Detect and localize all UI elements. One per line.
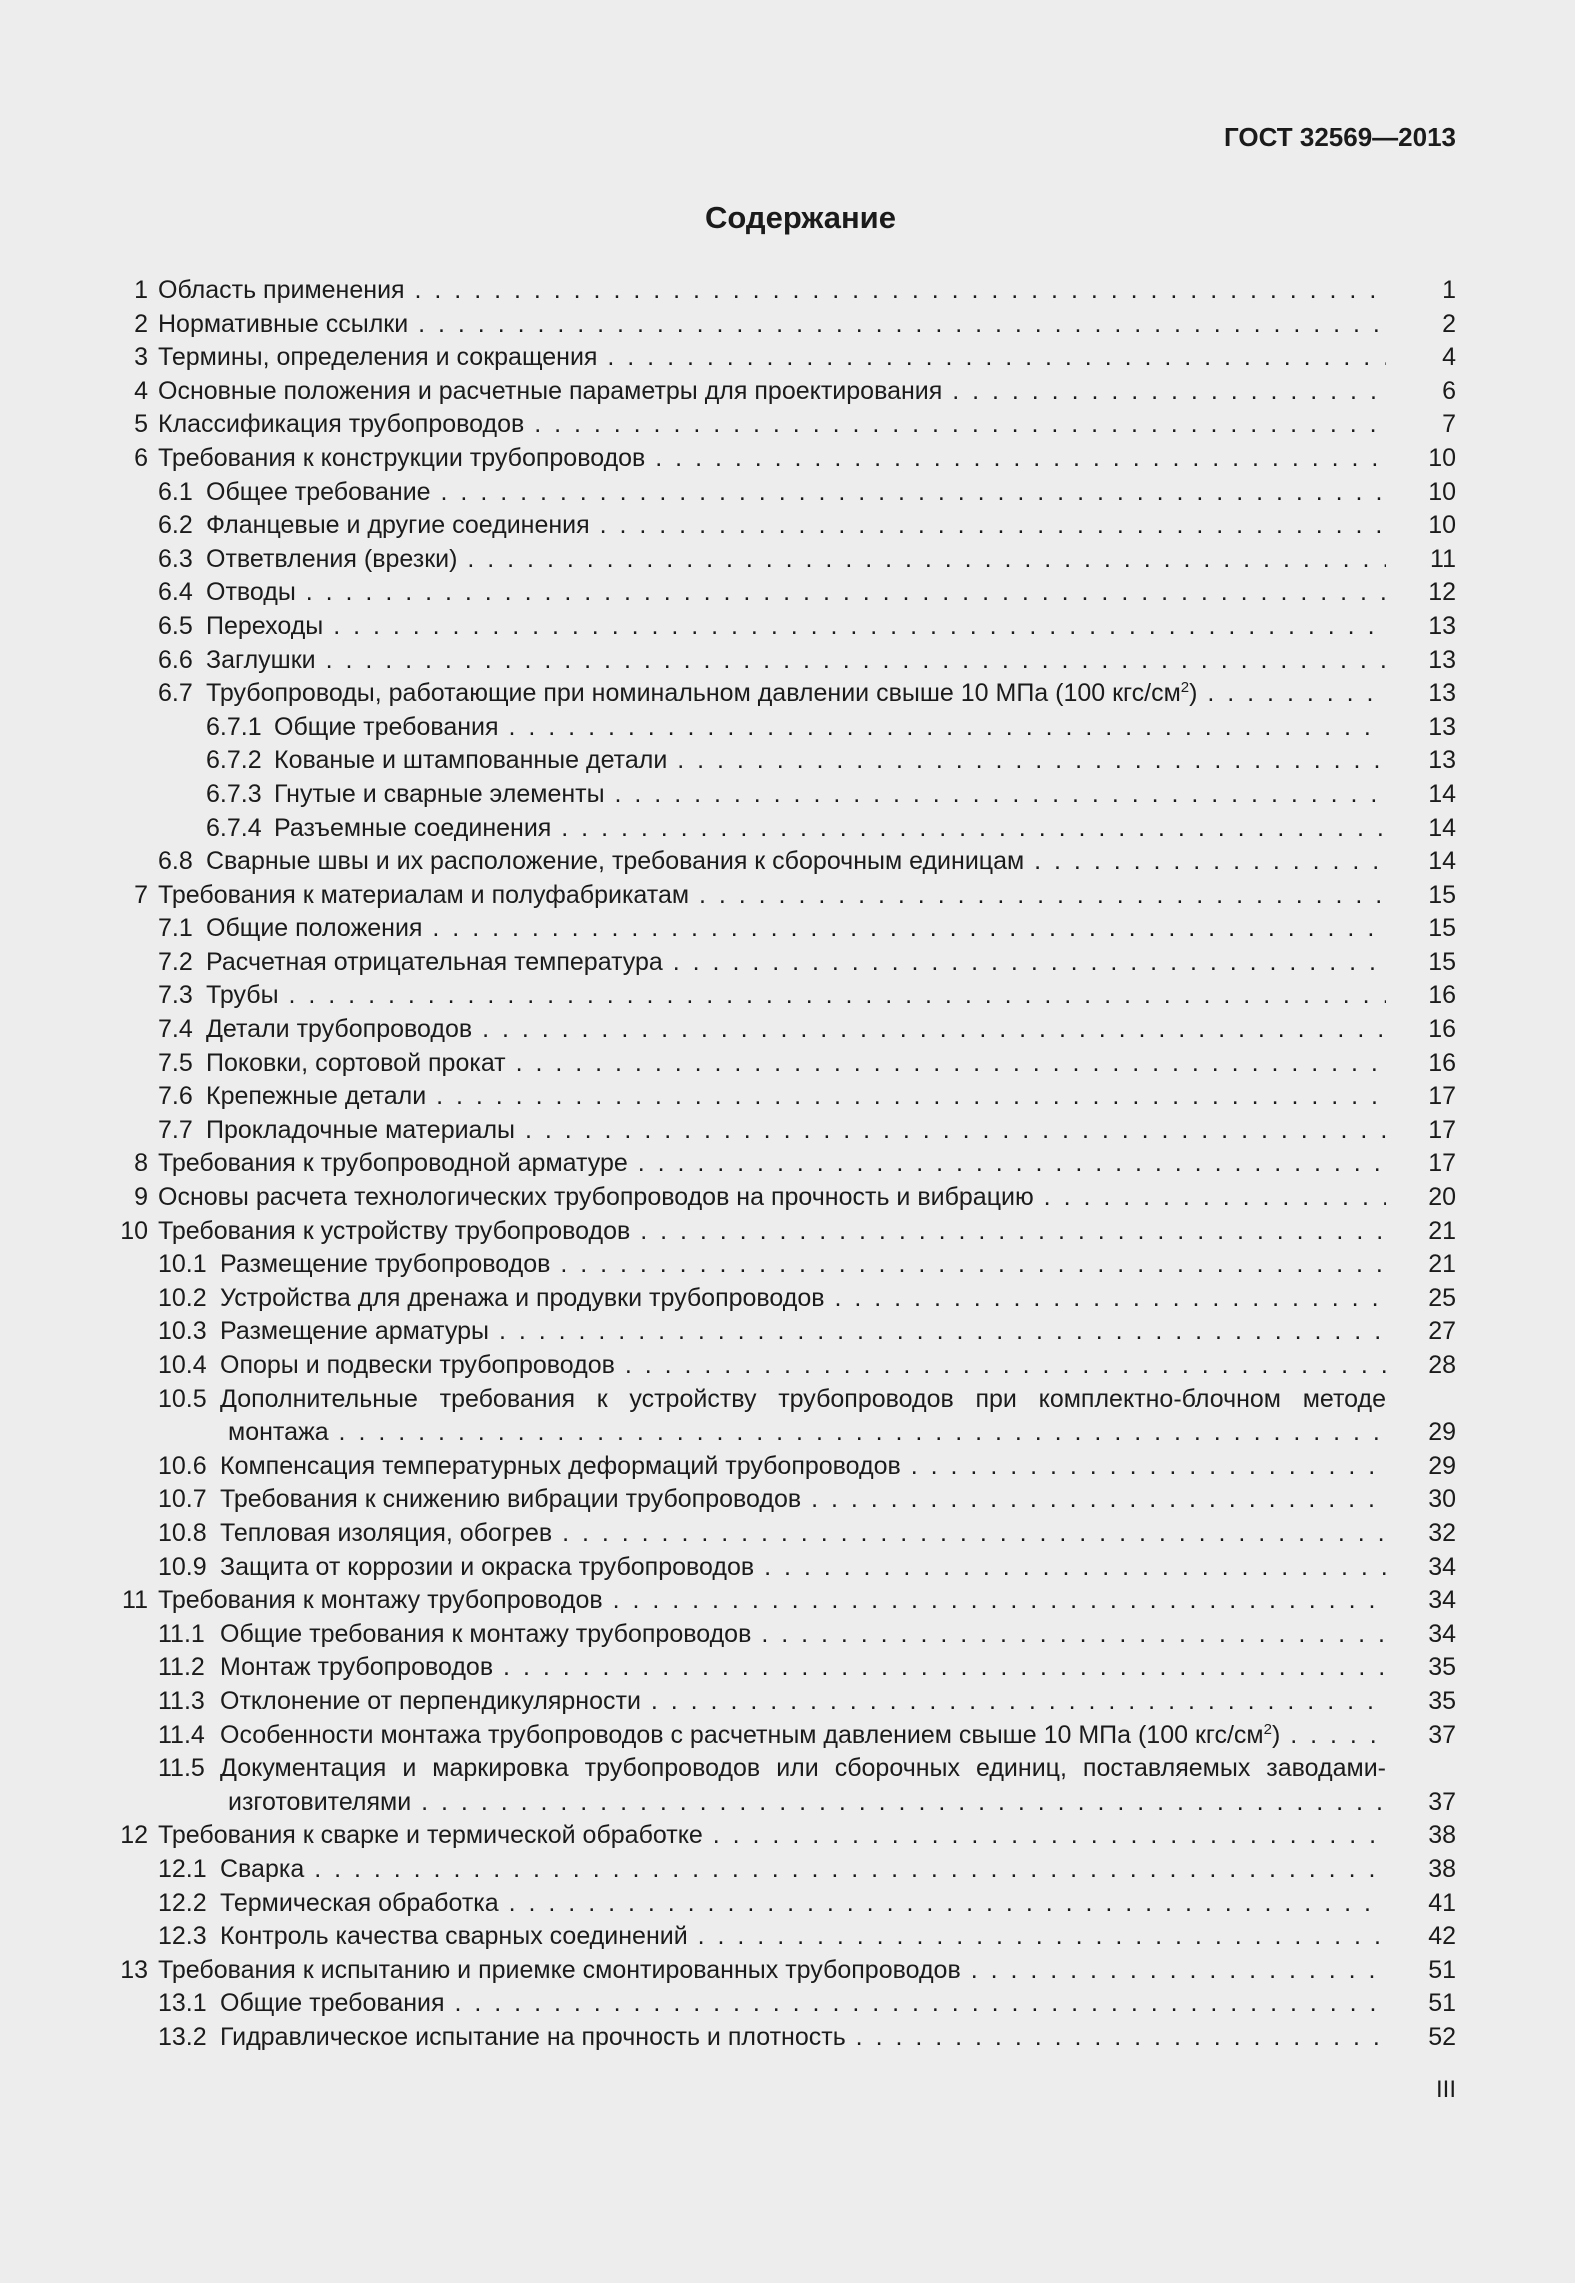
toc-entry-number: 6.4 <box>158 578 193 607</box>
toc-entry-number: 10.7 <box>158 1485 207 1514</box>
toc-entry-number: 7.1 <box>158 914 193 943</box>
toc-entry-page: 13 <box>1428 679 1456 708</box>
toc-entry[interactable] <box>112 375 1456 409</box>
toc-entry[interactable] <box>112 408 1456 442</box>
toc-entry-title: Отводы . . . <box>206 576 1386 610</box>
toc-entry-title: Особенности монтажа трубопроводов с расчетным давлением свыше 10 МПа (100 кгс/$см^2$) . . . <box>220 1719 1386 1753</box>
toc-entry-number: 7.6 <box>158 1082 193 1111</box>
toc-entry-title: Гидравлическое испытание на прочность и плотность . . . <box>220 2021 1386 2055</box>
toc-entry[interactable] <box>112 1887 1456 1921</box>
toc-entry[interactable] <box>112 1181 1456 1215</box>
toc-entry-number: 10.8 <box>158 1518 207 1547</box>
toc-entry-title: Область применения . . . <box>158 274 1386 308</box>
toc-entry-title: Размещение арматуры . . . <box>220 1315 1386 1349</box>
toc-entry[interactable] <box>112 711 1456 745</box>
toc-entry-number: 11.1 <box>158 1619 205 1648</box>
toc-entry-number: 12.2 <box>158 1888 207 1917</box>
toc-entry-page: 27 <box>1428 1317 1456 1346</box>
toc-entry-title: Требования к трубопроводной арматуре . . . <box>158 1147 1386 1181</box>
toc-entry[interactable] <box>112 1551 1456 1585</box>
toc-entry[interactable] <box>112 1987 1456 2021</box>
toc-entry-page: 17 <box>1428 1082 1456 1111</box>
toc-entry-page: 41 <box>1428 1888 1456 1917</box>
toc-entry[interactable] <box>112 1147 1456 1181</box>
toc-entry-title: Переходы . . . <box>206 610 1386 644</box>
toc-entry-page: 32 <box>1428 1518 1456 1547</box>
toc-entry-number: 9 <box>134 1183 148 1212</box>
toc-entry-page: 17 <box>1428 1149 1456 1178</box>
toc-entry-title: Поковки, сортовой прокат . . . <box>206 1047 1386 1081</box>
toc-entry-number: 6.7 <box>158 679 193 708</box>
toc-entry-title: Тепловая изоляция, обогрев . . . <box>220 1517 1386 1551</box>
toc-entry-title: Фланцевые и другие соединения . . . <box>206 509 1386 543</box>
toc-entry-page: 34 <box>1428 1619 1456 1648</box>
toc-entry[interactable] <box>112 1954 1456 1988</box>
toc-entry[interactable] <box>112 1282 1456 1316</box>
toc-entry-title: Требования к снижению вибрации трубопроводов . . . <box>220 1483 1386 1517</box>
toc-entry-number: 11 <box>122 1586 148 1615</box>
toc-entry-number: 12.3 <box>158 1922 207 1951</box>
toc-entry-title: Крепежные детали . . . <box>206 1080 1386 1114</box>
toc-entry[interactable] <box>112 1349 1456 1383</box>
toc-entry-page: 15 <box>1428 880 1456 909</box>
toc-entry-title: Термины, определения и сокращения . . . <box>158 341 1386 375</box>
toc-entry-number: 6.7.3 <box>206 779 262 808</box>
toc-entry-title: Термическая обработка . . . <box>220 1887 1386 1921</box>
toc-entry-number: 11.3 <box>158 1686 205 1715</box>
toc-entry-title: Трубы . . . <box>206 979 1386 1013</box>
toc-entry-title: Размещение трубопроводов . . . <box>220 1248 1386 1282</box>
toc-entry-page: 37 <box>1428 1720 1456 1749</box>
toc-entry-title: Гнутые и сварные элементы . . . <box>274 778 1386 812</box>
toc-entry-number: 13 <box>120 1955 148 1984</box>
toc-entry[interactable] <box>112 778 1456 812</box>
toc-entry-number: 13.1 <box>158 1989 207 2018</box>
toc-entry[interactable] <box>112 1248 1456 1282</box>
toc-entry-number: 10.6 <box>158 1451 207 1480</box>
page-number: III <box>1435 2076 1456 2103</box>
toc-entry[interactable] <box>112 576 1456 610</box>
toc-entry-page: 1 <box>1442 276 1456 304</box>
toc-entry-title: Требования к конструкции трубопроводов . . . <box>158 442 1386 476</box>
toc-entry-number: 7.4 <box>158 1015 193 1044</box>
toc-entry-page: 7 <box>1442 410 1456 439</box>
toc-entry-page: 28 <box>1428 1351 1456 1379</box>
toc-entry[interactable] <box>112 1920 1456 1954</box>
toc-entry-page: 25 <box>1428 1283 1456 1312</box>
toc-entry[interactable] <box>112 1685 1456 1719</box>
toc-entry-number: 7.5 <box>158 1048 193 1077</box>
toc-entry-title: Расчетная отрицательная температура . . . <box>206 946 1386 980</box>
toc-entry-number: 5 <box>134 410 148 439</box>
toc-entry-number: 10 <box>120 1216 148 1245</box>
toc-entry-page: 13 <box>1428 746 1456 775</box>
toc-entry[interactable] <box>112 543 1456 577</box>
toc-entry-page: 38 <box>1428 1821 1456 1850</box>
toc-entry-page: 14 <box>1428 813 1456 842</box>
toc-entry-page: 10 <box>1428 443 1456 472</box>
toc-entry-number: 3 <box>134 343 148 372</box>
toc-entry-page: 13 <box>1428 645 1456 674</box>
toc-entry-number: 11.5 <box>158 1754 205 1783</box>
document-number: ГОСТ 32569—2013 <box>1224 122 1456 152</box>
toc-entry[interactable] <box>112 879 1456 913</box>
toc-entry-title: Общие требования . . . <box>274 711 1386 745</box>
toc-entry-title: Опоры и подвески трубопроводов . . . <box>220 1349 1386 1383</box>
toc-entry-title: Основы расчета технологических трубопроводов на прочность и вибрацию . . . <box>158 1181 1386 1215</box>
toc-entry-page: 13 <box>1428 712 1456 741</box>
toc-entry[interactable] <box>112 1080 1456 1114</box>
toc-entry[interactable] <box>112 308 1456 342</box>
toc-entry[interactable] <box>112 1315 1456 1349</box>
toc-entry[interactable] <box>112 442 1456 476</box>
toc-entry[interactable] <box>112 1819 1456 1853</box>
toc-entry-title: Сварка . . . <box>220 1853 1386 1887</box>
toc-entry[interactable] <box>112 1584 1456 1618</box>
toc-entry-title: Кованые и штампованные детали . . . <box>274 744 1386 778</box>
toc-entry-page: 16 <box>1428 1048 1456 1077</box>
toc-entry-page: 21 <box>1428 1250 1456 1279</box>
toc-entry-page: 10 <box>1428 477 1456 506</box>
toc-entry-page: 52 <box>1428 2022 1456 2051</box>
toc-entry-number: 6.5 <box>158 611 193 640</box>
toc-entry[interactable] <box>112 610 1456 644</box>
toc-entry-number: 7.3 <box>158 981 193 1010</box>
toc-entry-page: 14 <box>1428 779 1456 808</box>
toc-entry-title: Трубопроводы, работающие при номинальном давлении свыше 10 МПа (100 кгс/$см^2$) . . . <box>206 677 1386 711</box>
toc-entry-page: 38 <box>1428 1854 1456 1883</box>
toc-entry-page: 29 <box>1428 1418 1456 1447</box>
toc-entry[interactable] <box>112 509 1456 543</box>
toc-entry-page: 51 <box>1428 1955 1456 1984</box>
toc-entry[interactable] <box>112 1719 1456 1753</box>
toc-entry-page: 6 <box>1442 376 1456 405</box>
toc-entry-page: 14 <box>1428 847 1456 876</box>
toc-entry-number: 6.7.2 <box>206 746 262 775</box>
toc-entry-number: 13.2 <box>158 2022 207 2051</box>
toc-entry-page: 20 <box>1428 1183 1456 1212</box>
toc-entry-title: Защита от коррозии и окраска трубопроводов . . . <box>220 1551 1386 1585</box>
toc-entry-number: 2 <box>134 309 148 338</box>
toc-entry-title: Требования к материалам и полуфабрикатам . . . <box>158 879 1386 913</box>
toc-entry-title: Монтаж трубопроводов . . . <box>220 1651 1386 1685</box>
toc-entry-title: Требования к испытанию и приемке смонтированных трубопроводов . . . <box>158 1954 1386 1988</box>
toc-entry-page: 12 <box>1428 578 1456 607</box>
toc-entry-title: Документация и маркировка трубопроводов или сборочных единиц, поставляемых заводами- изготовителями . . . <box>220 1752 1386 1819</box>
toc-entry[interactable] <box>112 1215 1456 1249</box>
toc-entry-number: 7.2 <box>158 947 193 976</box>
toc-entry-number: 6.3 <box>158 544 193 573</box>
toc-entry-number: 6.8 <box>158 847 193 876</box>
toc-entry-title: Контроль качества сварных соединений . . . <box>220 1920 1386 1954</box>
toc-entry-page: 16 <box>1428 981 1456 1010</box>
toc-entry-number: 10.3 <box>158 1317 207 1346</box>
toc-entry-page: 17 <box>1428 1115 1456 1144</box>
toc-entry-page: 15 <box>1428 947 1456 976</box>
toc-entry-page: 35 <box>1428 1686 1456 1715</box>
toc-entry-page: 2 <box>1442 309 1456 338</box>
toc-entry[interactable] <box>112 2021 1456 2055</box>
toc-entry-title: Прокладочные материалы . . . <box>206 1114 1386 1148</box>
toc-entry-title: Заглушки . . . <box>206 644 1386 678</box>
toc-entry[interactable] <box>112 476 1456 510</box>
toc-entry-number: 7 <box>134 880 148 909</box>
toc-entry-number: 1 <box>134 276 148 304</box>
toc-entry-page: 51 <box>1428 1989 1456 2018</box>
toc-entry-title: Ответвления (врезки) . . . <box>206 543 1386 577</box>
toc-entry-page: 37 <box>1428 1787 1456 1816</box>
toc-entry[interactable] <box>112 1383 1456 1450</box>
toc-entry[interactable] <box>112 1853 1456 1887</box>
toc-entry[interactable] <box>112 1651 1456 1685</box>
toc-entry-title: Общие положения . . . <box>206 912 1386 946</box>
toc-entry[interactable] <box>112 912 1456 946</box>
toc-entry-number: 6 <box>134 443 148 472</box>
toc-entry-number: 4 <box>134 376 148 405</box>
toc-entry-title: Устройства для дренажа и продувки трубопроводов . . . <box>220 1282 1386 1316</box>
toc-entry-title: Требования к устройству трубопроводов . . . <box>158 1215 1386 1249</box>
toc-entry-number: 6.7.1 <box>206 712 262 741</box>
toc-entry[interactable] <box>112 812 1456 846</box>
toc-entry-title: Общие требования . . . <box>220 1987 1386 2021</box>
toc-entry[interactable] <box>112 1114 1456 1148</box>
toc-entry-page: 35 <box>1428 1653 1456 1682</box>
toc-entry[interactable] <box>112 845 1456 879</box>
page-title: Содержание <box>705 200 896 235</box>
toc-entry[interactable] <box>112 1047 1456 1081</box>
toc-entry-title: Классификация трубопроводов . . . <box>158 408 1386 442</box>
toc-entry-page: 21 <box>1428 1216 1456 1245</box>
toc-entry[interactable] <box>112 677 1456 711</box>
toc-entry-number: 8 <box>134 1149 148 1178</box>
toc-entry-page: 10 <box>1428 511 1456 540</box>
toc-entry-title: Общие требования к монтажу трубопроводов . . . <box>220 1618 1386 1652</box>
toc-entry-number: 12.1 <box>158 1854 207 1883</box>
toc-entry-number: 10.1 <box>158 1250 207 1279</box>
toc-entry[interactable] <box>112 1517 1456 1551</box>
toc-entry-page: 34 <box>1428 1586 1456 1615</box>
toc-entry[interactable] <box>112 979 1456 1013</box>
toc-entry[interactable] <box>112 1483 1456 1517</box>
toc-entry-number: 11.2 <box>158 1653 205 1682</box>
toc-entry[interactable] <box>112 1450 1456 1484</box>
toc-entry-number: 11.4 <box>158 1720 205 1749</box>
toc-entry[interactable] <box>112 274 1456 308</box>
toc-entry[interactable] <box>112 1752 1456 1819</box>
toc-entry-page: 11 <box>1430 544 1456 573</box>
toc-entry-page: 29 <box>1428 1451 1456 1480</box>
toc-entry-page: 34 <box>1428 1552 1456 1581</box>
toc-entry-page: 30 <box>1428 1485 1456 1514</box>
toc-entry-number: 6.2 <box>158 511 193 540</box>
toc-entry-number: 10.4 <box>158 1351 207 1379</box>
toc-entry-page: 15 <box>1428 914 1456 943</box>
toc-entry-number: 10.2 <box>158 1283 207 1312</box>
toc-entry-title: Отклонение от перпендикулярности . . . <box>220 1685 1386 1719</box>
toc-entry-number: 7.7 <box>158 1115 193 1144</box>
toc-entry[interactable] <box>112 644 1456 678</box>
toc-entry[interactable] <box>112 744 1456 778</box>
toc-entry-title: Детали трубопроводов . . . <box>206 1013 1386 1047</box>
toc-entry-title: Компенсация температурных деформаций трубопроводов . . . <box>220 1450 1386 1484</box>
toc-entry-title: Основные положения и расчетные параметры для проектирования . . . <box>158 375 1386 409</box>
toc-entry-title: Требования к сварке и термической обработке . . . <box>158 1819 1386 1853</box>
toc-entry-number: 6.1 <box>158 477 193 506</box>
toc-entry-page: 42 <box>1428 1922 1456 1951</box>
toc-entry-number: 6.7.4 <box>206 813 262 842</box>
toc-entry-title: Сварные швы и их расположение, требования к сборочным единицам . . . <box>206 845 1386 879</box>
toc-entry-title: Разъемные соединения . . . <box>274 812 1386 846</box>
toc-entry-page: 13 <box>1428 611 1456 640</box>
toc-entry[interactable] <box>112 946 1456 980</box>
toc-entry[interactable] <box>112 341 1456 375</box>
toc-entry-number: 12 <box>120 1821 148 1850</box>
toc-entry-number: 10.9 <box>158 1552 207 1581</box>
toc-entry[interactable] <box>112 1013 1456 1047</box>
toc-entry[interactable] <box>112 1618 1456 1652</box>
toc-entry-number: 6.6 <box>158 645 193 674</box>
toc-entry-page: 16 <box>1428 1015 1456 1044</box>
table-of-contents <box>112 274 1456 2054</box>
toc-entry-title: Общее требование . . . <box>206 476 1386 510</box>
toc-entry-title: Требования к монтажу трубопроводов . . . <box>158 1584 1386 1618</box>
toc-entry-title: Дополнительные требования к устройству трубопроводов при комплектно-блочном методе монтажа . . . <box>220 1383 1386 1450</box>
toc-entry-page: 4 <box>1442 343 1456 372</box>
toc-entry-title: Нормативные ссылки . . . <box>158 308 1386 342</box>
toc-entry-number: 10.5 <box>158 1384 207 1413</box>
